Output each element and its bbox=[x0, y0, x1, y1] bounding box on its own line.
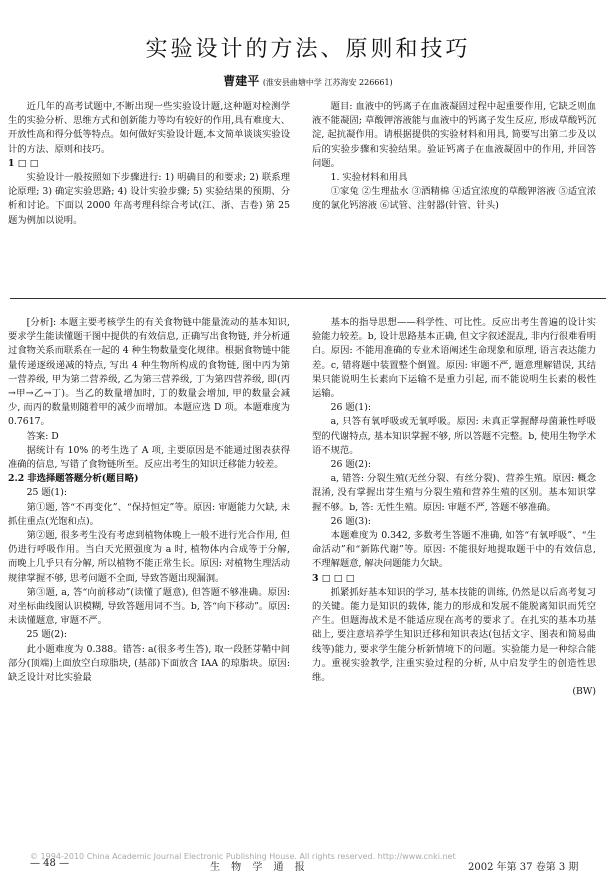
paragraph: 抓紧抓好基本知识的学习, 基本技能的训练, 仍然是以后高考复习的关键。能力是知识的载体, 能力的形成和发展不能脱离知识而凭空产生。但题海战术是不能适应现在高考的要求了。在扎实的基本功基础上, 要注意培养学生知识迁移和知识表达(包括文字、图表和简易曲线等)能力, 要求学生能分析新情境下的问题。实验能力是一种综合能力。重视实验教学, 注重实验过程的分析, 从中启发学生的创造性思维。 bbox=[312, 586, 596, 684]
copyright-watermark: © 1994-2010 China Academic Journal Electronic Publishing House. All rights reserved. http://www.cnki.net bbox=[30, 852, 456, 861]
paragraph: 25 题(2): bbox=[26, 629, 67, 641]
paragraph: 1. 实验材料和用具 bbox=[330, 172, 408, 184]
paragraph: 第③题, a, 答“向前移动”(读懂了题意), 但答题不够准确。原因: 对坐标曲线图认识模糊, 导致答题用词不当。b, 答“向下移动”。原因: 未读懂题意, 审题不严。 bbox=[8, 586, 290, 627]
section-heading: 3 □ □ □ bbox=[312, 572, 355, 584]
paragraph: ①家兔 ②生理盐水 ③酒精棉 ④适宜浓度的草酸钾溶液 ⑤适宜浓度的氯化钙溶液 ⑥试管、注射器(针管、针头) bbox=[312, 186, 596, 212]
paragraph: 第①题, 答“不再变化”、“保持恒定”等。原因: 审题能力欠缺, 未抓住重点(光饱和点)。 bbox=[8, 501, 290, 527]
paragraph: 答案: D bbox=[26, 430, 59, 442]
paragraph: 第②题, 很多考生没有考虑到植物体晚上一般不进行光合作用, 但仍进行呼吸作用。当白天光照强度为 a 时, 植物体内合成等于分解, 而晚上几乎只有分解, 所以植物不能正常生长。原因: 对植物生理活动规律掌握不够, 思考问题不全面, 导致答题出现漏洞。 bbox=[8, 530, 290, 584]
section-heading: 1 □ □ bbox=[8, 157, 39, 169]
bottom-left-column bbox=[8, 316, 290, 685]
author-line bbox=[0, 72, 616, 89]
paragraph: 实验设计一般按照如下步骤进行: 1) 明确目的和要求; 2) 联系理论原理; 3) 确定实验思路; 4) 设计实验步骤; 5) 实验结果的预期、分析和讨论。下面以 2000 年高考理科综合考试(江、浙、吉卷) 第 25 题为例加以说明。 bbox=[8, 172, 290, 226]
paragraph: 26 题(2): bbox=[330, 459, 371, 471]
author-affiliation: (淮安县曲塘中学 江苏海安 226661) bbox=[262, 78, 393, 87]
paragraph: 基本的指导思想——科学性、可比性。反应出考生普遍的设计实验能力较差。b, 设计思路基本正确, 但文字叙述混乱, 非内行很难看明白。原因: 不能用准确的专业术语阐述生命现象和原理, 语言表达能力差。c, 错将题中装置整个倒置。原因: 审题不严, 题意理解错误, 其结果只能说明生长素向下运输不是重力引起, 而不能说明生长素的极性运输。 bbox=[312, 317, 596, 400]
paragraph: 题目: 血液中的钙离子在血液凝固过程中起重要作用, 它缺乏则血液不能凝固; 草酸钾溶液能与血液中的钙离子发生反应, 形成草酸钙沉淀, 起抗凝作用。请根据提供的实验材料和用具, 简要写出第二步及以后的实验步骤和实验结果。验证钙离子在血液凝固中的作用, 并回答问题。 bbox=[312, 101, 596, 169]
editor-mark: (BW) bbox=[572, 686, 596, 698]
paragraph: 此小题难度为 0.388。错答: a(很多考生答), 取一段胚芽鞘中间部分(顶端)上面放空白琼脂块, (基部)下面放含 IAA 的琼脂块。原因: 缺乏设计对比实验最 bbox=[8, 643, 290, 684]
bottom-right-column bbox=[312, 316, 596, 699]
paragraph: 据统计有 10% 的考生选了 A 项, 主要原因是不能通过图表获得准确的信息, 写错了食物链所至。反应出考生的知识迁移能力较差。 bbox=[8, 444, 290, 471]
section-divider bbox=[10, 298, 606, 299]
page-number: — 48 — bbox=[30, 858, 70, 869]
paragraph: 25 题(1): bbox=[26, 487, 67, 499]
paragraph: 26 题(3): bbox=[330, 515, 371, 527]
article-title: 实验设计的方法、原则和技巧 bbox=[145, 37, 471, 62]
paragraph: 26 题(1): bbox=[330, 402, 371, 414]
section-heading: 2.2 非选择题答题分析(题目略) bbox=[8, 473, 139, 485]
paragraph: a, 只答有氧呼吸或无氧呼吸。原因: 未真正掌握酵母菌兼性呼吸型的代谢特点, 基本知识掌握不够, 所以答题不完整。b, 使用生物学术语不规范。 bbox=[312, 416, 596, 456]
journal-issue: 2002 年第 37 卷第 3 期 bbox=[468, 862, 579, 873]
paragraph: [分析]: 本题主要考核学生的有关食物链中能量流动的基本知识, 要求学生能读懂题干图中提供的有效信息, 正确写出食物链, 并分析通过食物关系而联系在一起的 4 种生物数量变化规律。根据食物链中能量传递逐级递减的特点, 写出 4 种生物所构成的食物链, 图中丙为第一营养级, 甲为第二营养级, 乙为第三营养级, 丁为第四营养级, 即(丙→甲→乙→丁)。当乙的数量增加时, 丁的数量会增加, 甲的数量会减少, 而丙的数量则随着甲的减少而增加。本题应选 D 项。本题难度为 0.7617。 bbox=[8, 317, 290, 428]
author-name: 曹建平 bbox=[223, 74, 260, 88]
top-left-column bbox=[8, 100, 290, 228]
paragraph: 本题难度为 0.342, 多数考生答题不准确, 如答“有氧呼吸”、“生命活动”和“新陈代谢”等。原因: 不能很好地提取题干中的有效信息, 不理解题意, 解决问题能力欠缺。 bbox=[312, 530, 596, 570]
paragraph: a, 错答: 分裂生殖(无丝分裂、有丝分裂)、营养生殖。原因: 概念混淆, 没有掌握出芽生殖与分裂生殖和营养生殖的区别。基本知识掌握不够。b, 答: 无性生殖。原因: 审题不严, 答题不够准确。 bbox=[312, 473, 596, 513]
journal-name: 生 物 学 通 报 bbox=[210, 862, 309, 873]
top-right-column bbox=[312, 100, 596, 214]
paragraph: 近几年的高考试题中,不断出现一些实验设计题,这种题对检测学生的实验分析、思维方式和创新能力等均有较好的作用,具有难度大、开放性高和得分低等特点。如何做好实验设计题,本文简单谈谈实验设计的方法、原则和技巧。 bbox=[8, 101, 290, 155]
